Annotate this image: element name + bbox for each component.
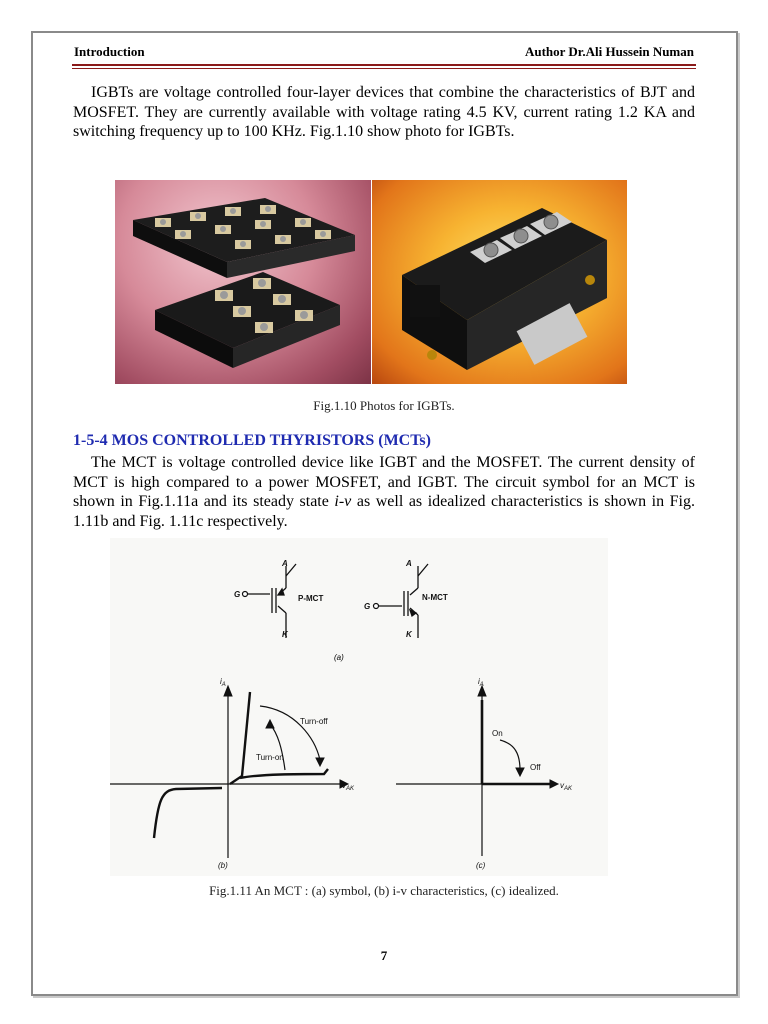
- b-axis-i: $i_A$: [220, 677, 226, 688]
- nmct-symbol: [378, 564, 428, 638]
- pmct-label: P-MCT: [298, 594, 324, 603]
- sub-a-label: (a): [334, 653, 344, 662]
- header-section: Introduction: [74, 44, 145, 59]
- nmct-terminal-a: A: [406, 559, 412, 568]
- pmct-terminal-g: G: [234, 590, 241, 599]
- turn-on-label: Turn-on: [256, 753, 284, 762]
- header-rule-thin: [72, 68, 696, 69]
- on-label: On: [492, 729, 503, 738]
- header-rule: [72, 64, 696, 66]
- pmct-symbol: [247, 564, 296, 638]
- sub-c-label: (c): [476, 861, 486, 870]
- mct-iv-term: i-v: [334, 493, 352, 510]
- fig-1-11-caption: Fig.1.11 An MCT : (a) symbol, (b) i-v characteristics, (c) idealized.: [209, 883, 559, 898]
- nmct-terminal-g: G: [364, 602, 371, 611]
- mct-paragraph: [73, 453, 695, 531]
- nmct-terminal-k: K: [406, 630, 412, 639]
- c-axis-v: $v_{AK}$: [560, 781, 573, 792]
- mct-text-2: as well as idealized characteristics is shown in Fig. 1.11b and Fig. 1.11c respectively.: [73, 493, 695, 530]
- mct-figure: [110, 538, 608, 876]
- turn-off-label: Turn-off: [300, 717, 328, 726]
- c-axis-i: $i_A$: [478, 677, 484, 688]
- nmct-label: N-MCT: [422, 593, 448, 602]
- pmct-terminal-a: A: [282, 559, 288, 568]
- mct-text-1: The MCT is voltage controlled device like IGBT and the MOSFET. The current density of MCT is high compared to a power MOSFET, and IGBT. The circuit symbol for an MCT is shown in Fig.1.11a and its steady state: [73, 454, 695, 510]
- igbt-photo-right: [372, 180, 627, 384]
- fig-1-10-caption: Fig.1.10 Photos for IGBTs.: [313, 398, 455, 413]
- igbt-paragraph: IGBTs are voltage controlled four-layer devices that combine the characteristics of BJT and MOSFET. They are currently available with voltage rating 4.5 KV, current rating 1.2 KA and switching frequency up to 100 KHz. Fig.1.10 show photo for IGBTs.: [73, 84, 695, 140]
- header-author: Author Dr.Ali Hussein Numan: [524, 44, 694, 59]
- sub-b-label: (b): [218, 861, 228, 870]
- section-title: 1-5-4 MOS CONTROLLED THYRISTORS (MCTs): [73, 432, 431, 449]
- off-label: Off: [530, 763, 541, 772]
- pmct-terminal-k: K: [282, 630, 288, 639]
- igbt-photo-left: [115, 180, 371, 384]
- b-axis-v: $v_{AK}$: [342, 781, 355, 792]
- page-number: 7: [380, 948, 388, 963]
